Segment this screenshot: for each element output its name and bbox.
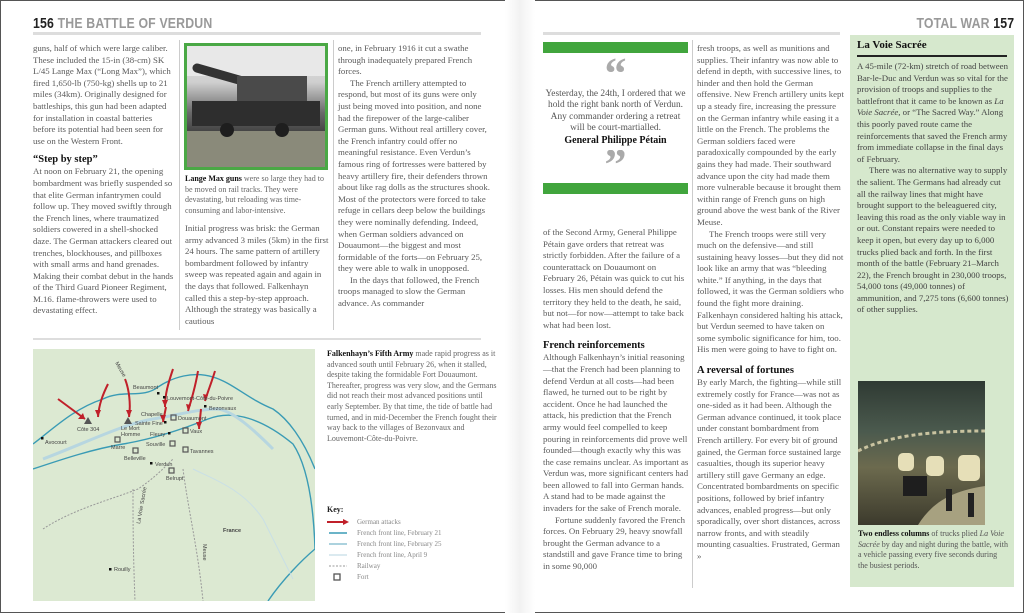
key-item (327, 560, 442, 571)
paragraph (857, 61, 1009, 165)
key-label: German attacks (357, 517, 401, 526)
paragraph: Initial progress was brisk: the German army advanced 3 miles (5km) in the first 24 hours. The same pattern of artillery bombardment followed by infantry sweep was repeated again and again in the days that followed. Falkenhayn called this a step-by-step approach. Although the strategy was basically a cautious (185, 223, 329, 326)
left-column-1 (33, 43, 175, 317)
subheading-reversal-of-fortunes: A reversal of fortunes (697, 365, 794, 377)
left-column-2 (185, 223, 329, 327)
map-label: Souville (146, 442, 166, 448)
left-running-header (33, 15, 212, 32)
fort-icon (327, 573, 349, 581)
paragraph: of the Second Army, General Philippe Pétain gave orders that retreat was strictly forbidden. After the failure of a counterattack on Douaumont on February 26, Pétain was quick to cut his losses. His men should defend the territory they held to the death, he said, but not—for now—attempt to take back what had been lost. (543, 227, 685, 330)
key-item (327, 549, 442, 560)
key-label: Fort (357, 572, 369, 581)
lange-max-gun-photo (184, 43, 328, 170)
paragraph: There was no alternative way to supply the salient. The Germans had already cut all the railway lines that might have brought support to the beleaguered city, leaving this road as the only viable way in or out. Constant repairs were needed to keep it open, but every day up to 6,000 trucks plied back and forth. In the first month of the battle (February 21–March 22), the French brought in 230,000 troops, 54,000 tons (49,000 tonnes) of ammunition, and 7,275 tons (6,600 tonnes) of other supplies. (857, 165, 1009, 315)
open-quote-icon: “ (604, 53, 627, 89)
map-label: Côte 304 (77, 427, 100, 433)
paragraph: The French artillery attempted to respond, but most of its guns were only just being moved into position, and none had the firepower of the large-caliber German guns. Without real artillery cover, the French infantry could offer no meaningful resistance. Even Verdun’s famous ring of fortresses were battered by heavy artillery fire, their defenders thrown about like rag dolls as the structures shook. Most of the protectors were forced to take refuge in cellars deep below the buildings they were nominally defending. Indeed, when German soldiers advanced on Douaumont—the biggest and most formidable of the forts—on February 25, they were able to walk in unopposed. (338, 77, 490, 274)
paragraph: The French troops were still very much on the defensive—and still sustaining heavy losses—but they did not look like an army that was “bleeding white.” If anything, in the days that followed, it was the German soldiers who found the fight more draining. Falkenhayn considered halting his attack, but Verdun seemed to have taken on some symbolic significance for him, too. His men were going to have to fight on. (697, 228, 844, 355)
page-number-left: 156 (33, 15, 55, 32)
verdun-battle-map (33, 349, 315, 601)
quote-bar-bottom (543, 183, 688, 194)
map-land (33, 349, 315, 601)
caption-lead: Lange Max guns (185, 174, 242, 183)
paragraph: one, in February 1916 it cut a swathe through inadequately prepared French forces. (338, 43, 473, 77)
caption-text: of trucks plied (929, 529, 980, 538)
map-label: Belleville (124, 456, 146, 462)
map-label: Louvemont-Côte-du-Poivre (167, 396, 234, 402)
subheading-step-by-step: “Step by step” (33, 154, 98, 166)
key-item (327, 516, 442, 527)
subheading-french-reinforcements: French reinforcements (543, 340, 645, 352)
key-title: Key: (327, 505, 344, 514)
map-label: Sainte Fine (135, 421, 163, 427)
sidebar-body (857, 61, 1009, 316)
railway-dashed-icon (327, 563, 349, 569)
map-label: Meuse (201, 544, 207, 561)
key-item (327, 527, 442, 538)
trucks-painting (858, 381, 985, 525)
map-label: Bezonvaux (209, 406, 237, 412)
section-title: TOTAL WAR (916, 15, 990, 32)
map-label: La Voie Sacrée (136, 486, 149, 525)
paragraph: In the days that followed, the French troops managed to slow the German advance. As commander (338, 274, 480, 309)
railway-gun-illustration (187, 46, 325, 167)
map-label: Rouilly (114, 567, 131, 573)
caption-text: were so large they had to be moved on rail tracks. They were devastating, but reloading was time-consuming and labor-intensive. (185, 174, 324, 215)
section-rule (33, 338, 481, 340)
map-label: Meuse (113, 361, 127, 379)
page-number-right: 157 (992, 15, 1014, 32)
header-rule-left (33, 32, 481, 35)
paragraph: By early March, the fighting—while still extremely costly for France—was not as one-sided as it had been. Although the German advance continued, it took place under constant bombardment from French artillery. For every bit of ground gained, the German force sustained large casualties, though its superior heavy artillery still gave Germany an edge. Concentrated bombardments on specific positions, followed by brief infantry advances, enabled progress—but only sporadically, over short distances, across narrow fronts, and with steadily mounting casualties. Frustrated, German » (697, 377, 842, 561)
blue-line-mid-icon (327, 541, 349, 547)
map-label: Fleury (150, 432, 166, 438)
red-arrow-icon (327, 519, 349, 525)
painting-caption (858, 529, 1008, 571)
key-item (327, 538, 442, 549)
map-label: Chapelle (141, 412, 163, 418)
text-span: A 45-mile (72-km) stretch of road between Bar-le-Duc and Verdun was so vital for the provision of troops and supplies to the battlefront that it came to be known as (857, 61, 1008, 106)
map-label: France (223, 528, 242, 534)
map-label: Belrupt (166, 476, 184, 482)
map-label: Tavannes (190, 449, 214, 455)
paragraph: At noon on February 21, the opening bombardment was briefly suspended so that elite German infantrymen could follow up. They moved swiftly through the French lines, where traumatized soldiers cowered in a shell-shocked daze. The German attackers cleared out trenches, blockhouses, and pillboxes with small arms and hand grenades. Making their combat debut in the hands of the Third Guard Pioneer Regiment, M.16. flame-throwers were used to devastating effect. (33, 166, 174, 316)
chapter-title: THE BATTLE OF VERDUN (57, 15, 213, 32)
right-column-1 (543, 227, 689, 573)
map-label: Marre (111, 445, 126, 451)
map-caption (327, 349, 497, 444)
key-label: French front line, February 25 (357, 539, 442, 548)
column-divider (333, 40, 334, 330)
blue-line-light-icon (327, 552, 349, 558)
paragraph: Although Falkenhayn’s initial reasoning—that the French had been planning to defend Verdun at all costs—had been flawed, he turned out to be right by accident. Once he had launched the attack, his prediction that the French army would feel compelled to keep pouring in reinforcements did prove well founded—though exactly why this was the case remains unclear. As important as Verdun was, more significant centers had been allowed to fall into German hands. A stand had to be made against the invaders for the sake of French morale. (543, 352, 689, 514)
map-label: Vaux (190, 429, 203, 435)
text-italic: La Voie Sacrée (857, 95, 1004, 118)
right-column-2 (697, 43, 845, 563)
key-label: French front line, February 21 (357, 528, 442, 537)
right-running-header (916, 15, 1014, 32)
quote-text: Yesterday, the 24th, I ordered that we hold the right bank north of Verdun. Any commander ordering a retreat will be court-martialled. (545, 89, 686, 134)
map-label: Homme (121, 432, 141, 438)
caption-italic: La Voie Sacrée (858, 529, 1004, 549)
text-span: , or “The Sacred Way.” Along this poorly paved route came the reinforcements that saved the French army from immediate collapse in the final days of February. (857, 107, 1008, 164)
left-column-3 (338, 43, 490, 310)
header-rule-right (543, 32, 840, 35)
quote-bar-top (543, 42, 688, 53)
key-label: French front line, April 9 (357, 550, 428, 559)
sidebar-title: La Voie Sacrée (857, 39, 927, 51)
key-item (327, 571, 442, 582)
quote-author: General Philippe Pétain (564, 134, 667, 146)
paragraph: guns, half of which were large caliber. These included the 15-in (38-cm) SK L/45 Lange Max (“Long Max”), which fired 1,650-lb (750-kg) shells up to 21 miles (34km). Originally designed for battleships, this gun had been adapted for installation in coastal batteries before its potential had been seen for use on the Western Front. (33, 43, 171, 146)
book-gutter (505, 0, 535, 613)
map-label: Le Mort (121, 426, 140, 432)
photo-caption (185, 174, 327, 216)
key-label: Railway (357, 561, 381, 570)
map-label: Verdun (155, 462, 173, 468)
pull-quote (543, 42, 688, 194)
caption-lead: Two endless columns (858, 529, 930, 538)
sidebar-title-rule (857, 55, 1007, 57)
caption-text: made rapid progress as it advanced south until February 26, when it stalled, despite taking the formidable Fort Douaumont. Thereafter, progress was very slow, and the Germans did not reach their most advanced positions until early September. By that time, the tide of battle had turned, and in mid-December the French fought their way back to the villages of Bezonvaux and Louvemont-Côte-du-Poivre. (327, 349, 497, 443)
truck-column-illustration (858, 381, 985, 525)
paragraph: fresh troops, as well as munitions and supplies. Their infantry was now able to defend in depth, with successive lines, to hinder and then hold the German offensive. New French artillery units kept up a steady fire, increasing the pressure on the German infantry while easing it a little on the French. The problems the German soldiers faced were paradoxically compounded by the early gains they had made. Their southward advance upon the city had made them more vulnerable because it brought them within range of French guns on high ground above the west bank of the River Meuse. (697, 43, 844, 227)
caption-text: by day and night during the battle, with a vehicle passing every five seconds during the busiest periods. (858, 539, 1008, 570)
map-label: Beaumont (133, 385, 159, 391)
column-divider (179, 40, 180, 330)
close-quote-icon: ” (604, 149, 627, 180)
map-label: Douaumont (178, 416, 207, 422)
map-key (327, 505, 442, 582)
column-divider (692, 40, 693, 588)
paragraph: Fortune suddenly favored the French forces. On February 29, heavy snowfall brought the German advance to a standstill and gave France time to bring in some 90,000 (543, 514, 685, 572)
map-label: Avocourt (45, 440, 67, 446)
blue-line-dark-icon (327, 530, 349, 536)
caption-lead: Falkenhayn’s Fifth Army (327, 349, 414, 358)
sidebar-la-voie-sacree (850, 35, 1014, 587)
